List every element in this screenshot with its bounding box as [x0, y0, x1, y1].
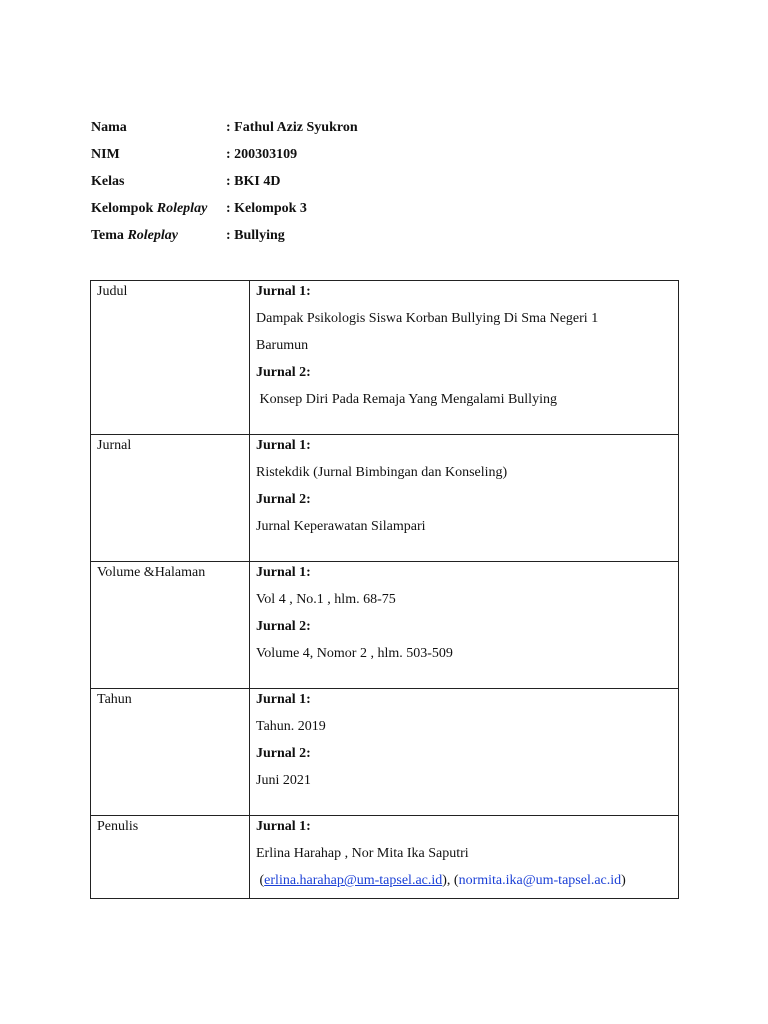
- jurnal-2-heading: Jurnal 2:: [256, 365, 311, 380]
- row-content: [250, 689, 678, 815]
- cell-text: Dampak Psikologis Siswa Korban Bullying Di Sma Negeri 1: [256, 311, 599, 326]
- jurnal-2-heading: Jurnal 2:: [256, 619, 311, 634]
- info-value: : BKI 4D: [226, 174, 281, 189]
- cell-text: Jurnal Keperawatan Silampari: [256, 519, 426, 534]
- cell-text: Erlina Harahap , Nor Mita Ika Saputri: [256, 846, 469, 861]
- table-row-judul: [91, 281, 679, 435]
- email-separator: ), (: [442, 873, 459, 888]
- table-row-jurnal: [91, 435, 679, 562]
- jurnal-1-heading: Jurnal 1:: [256, 819, 311, 834]
- row-content: [250, 281, 678, 434]
- email-paren: ): [621, 873, 626, 888]
- cell-text: Vol 4 , No.1 , hlm. 68-75: [256, 592, 396, 607]
- info-label: Kelompok Roleplay: [91, 201, 208, 216]
- email-link-normita[interactable]: normita.ika@um-tapsel.ac.id: [458, 873, 622, 888]
- info-label: Tema Roleplay: [91, 228, 178, 243]
- cell-text: Juni 2021: [256, 773, 311, 788]
- table-row-tahun: [91, 689, 679, 816]
- table-row-penulis: [91, 816, 679, 899]
- row-content: [250, 816, 678, 898]
- jurnal-1-heading: Jurnal 1:: [256, 565, 311, 580]
- info-value: : 200303109: [226, 147, 298, 162]
- author-emails: [256, 871, 672, 898]
- info-value: : Bullying: [226, 228, 285, 243]
- jurnal-2-heading: Jurnal 2:: [256, 746, 311, 761]
- info-label: Nama: [91, 120, 127, 135]
- table-row-volume: [91, 562, 679, 689]
- row-label: Jurnal: [97, 438, 132, 453]
- email-paren: (: [256, 873, 265, 888]
- jurnal-2-heading: Jurnal 2:: [256, 492, 311, 507]
- cell-text: Konsep Diri Pada Remaja Yang Mengalami Bullying: [256, 392, 557, 407]
- info-value: : Kelompok 3: [226, 201, 307, 216]
- info-value: : Fathul Aziz Syukron: [226, 120, 358, 135]
- row-content: [250, 562, 678, 688]
- cell-text: Tahun. 2019: [256, 719, 326, 734]
- jurnal-1-heading: Jurnal 1:: [256, 438, 311, 453]
- cell-text: Volume 4, Nomor 2 , hlm. 503-509: [256, 646, 453, 661]
- row-label: Judul: [97, 284, 128, 299]
- row-label: Tahun: [97, 692, 132, 707]
- jurnal-1-heading: Jurnal 1:: [256, 284, 311, 299]
- jurnal-1-heading: Jurnal 1:: [256, 692, 311, 707]
- info-label: NIM: [91, 147, 120, 162]
- row-label: Penulis: [97, 819, 139, 834]
- email-link-erlina[interactable]: erlina.harahap@um-tapsel.ac.id: [264, 873, 443, 888]
- info-label: Kelas: [91, 174, 125, 189]
- row-content: [250, 435, 678, 561]
- journal-table: [90, 280, 679, 899]
- row-label: Volume &Halaman: [97, 565, 206, 580]
- cell-text: Ristekdik (Jurnal Bimbingan dan Konseling): [256, 465, 508, 480]
- cell-text: Barumun: [256, 338, 309, 353]
